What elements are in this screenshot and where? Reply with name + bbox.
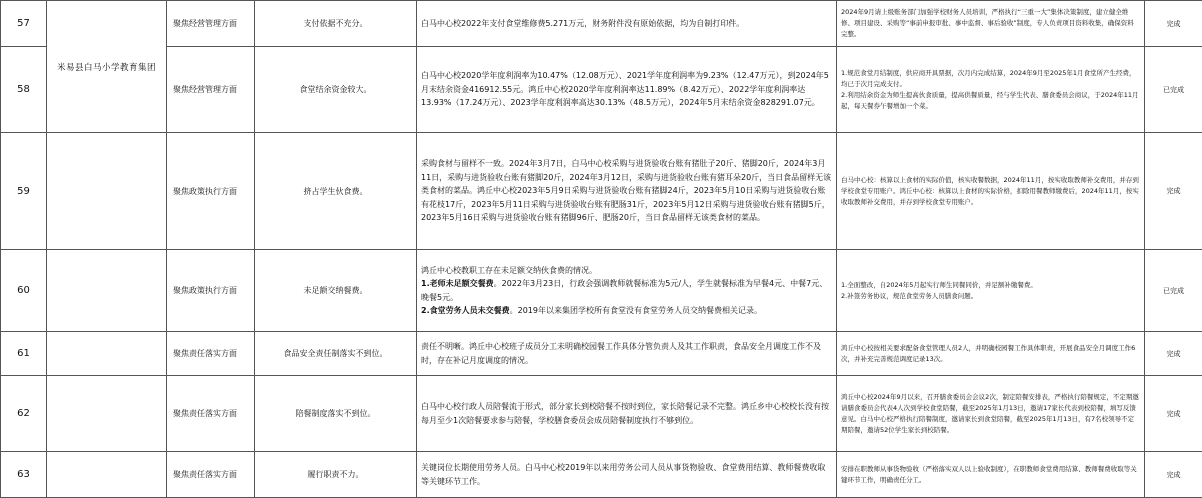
measure-cell <box>837 332 1145 376</box>
problem-cell: 陪餐制度落实不到位。 <box>255 376 417 452</box>
organization-cell-empty <box>47 133 167 250</box>
status-cell: 完成 <box>1145 452 1202 498</box>
problem-cell: 食堂结余资金较大。 <box>255 47 417 133</box>
description-cell <box>417 133 837 250</box>
description-cell <box>417 376 837 452</box>
description-cell <box>417 250 837 332</box>
status-cell: 已完成 <box>1145 250 1202 332</box>
category-cell: 聚焦政策执行方面 <box>167 133 255 250</box>
category-cell: 聚焦经营管理方面 <box>167 1 255 47</box>
status-cell: 完成 <box>1145 376 1202 452</box>
problem-cell: 挤占学生伙食费。 <box>255 133 417 250</box>
row-number: 63 <box>1 452 47 498</box>
table-row <box>1 332 1202 376</box>
problem-cell: 履行职责不力。 <box>255 452 417 498</box>
description-paragraph: 关键岗位长期使用劳务人员。白马中心校2019年以来用劳务公司人员从事货物验收、食堂费用结算、教师餐费收取等关键环节工作。 <box>421 461 832 488</box>
description-paragraph: 鸿丘中心校教职工存在未足额交纳伙食费的情况。 <box>421 264 832 278</box>
measure-paragraph: 鸿丘中心校2024年9月以来，召开膳食委员会会议2次，制定陪餐安排表，严格执行陪餐规定，不定期邀请膳食委员会代表4人次到学校食堂陪餐，截至2025年1月13日，邀请17家长代表到校陪餐，填写反馈意见。白马中心校严格执行陪餐制度，邀请家长到食堂陪餐，截至2025年1月13日，有7名校领导不定期陪餐，邀请52位学生家长到校陪餐。 <box>841 392 1140 436</box>
description-paragraph: 责任不明晰。鸿丘中心校班子成员分工未明确校园餐工作具体分管负责人及其工作职责，食品安全月调度工作不及时，存在补记月度调度的情况。 <box>421 340 832 367</box>
measure-cell <box>837 133 1145 250</box>
category-cell: 聚焦责任落实方面 <box>167 332 255 376</box>
table-row <box>1 452 1202 498</box>
measure-paragraph: 2024年9月请上级账务部门加强学校财务人员培训，严格执行“三重一大”集体决策制度，建立健全维修、项目建设、采购等“事前申报审批、事中监督、事后验收”制度，专人负责项目资料收集，确保资料完整。 <box>841 7 1140 40</box>
measure-paragraph: 2.补签劳务协议，规范食堂劳务人员膳食问题。 <box>841 291 1140 302</box>
category-cell: 聚焦责任落实方面 <box>167 452 255 498</box>
description-paragraph: 白马中心校2020学年度利润率为10.47%（12.08万元）、2021学年度利润率为9.23%（12.47万元），到2024年5月末结余资金416912.55元。鸿丘中心校2020学年度利润率达11.89%（8.42万元）、2022学年度利润率达13.93%（17.24万元）、2023学年度利润率高达30.13%（48.5万元），2024年5月末结余资金828291.07元。 <box>421 69 832 110</box>
table-row <box>1 133 1202 250</box>
measure-paragraph: 白马中心校：核算以上食材的实际价值，核实收餐数据，2024年11月，按实收取教师补交费用，并存到学校食堂专用账户。鸿丘中心校：核算以上食材的实际价格，扣除用餐教师缴费后，2024年11月，按实收取教师补交费用，并存到学校食堂专用账户。 <box>841 175 1140 208</box>
description-paragraph: 2.食堂劳务人员未交餐费。2019年以来集团学校所有食堂没有食堂劳务人员交纳餐费相关记录。 <box>421 304 832 318</box>
problem-cell: 支付依据不充分。 <box>255 1 417 47</box>
organization-cell-empty <box>47 376 167 452</box>
organization-cell-empty <box>47 250 167 332</box>
row-number: 60 <box>1 250 47 332</box>
organization-cell-empty <box>47 332 167 376</box>
measure-cell <box>837 47 1145 133</box>
problem-cell: 食品安全责任制落实不到位。 <box>255 332 417 376</box>
row-number: 59 <box>1 133 47 250</box>
measure-paragraph: 2.利用结余资金为师生提高伙食质量，提高供餐质量，经与学生代表、膳食委员会商议，于2024年11月起，每天餐券午餐增加一个菜。 <box>841 90 1140 112</box>
status-cell: 已完成 <box>1145 47 1202 133</box>
status-cell: 完成 <box>1145 1 1202 47</box>
status-cell: 完成 <box>1145 133 1202 250</box>
description-cell <box>417 47 837 133</box>
table-row <box>1 1 1202 47</box>
row-number: 58 <box>1 47 47 133</box>
row-number: 62 <box>1 376 47 452</box>
description-paragraph: 白马中心校2022年支付食堂维修费5.271万元，财务附件没有原始依据，均为自制打印件。 <box>421 17 832 31</box>
measure-paragraph: 安排在职教师从事货物验收（严格落实双人以上验收制度），在职教师食堂费用结算、教师餐费收取等关键环节工作，明确责任分工。 <box>841 464 1140 486</box>
description-paragraph: 采购食材与留样不一致。2024年3月7日，白马中心校采购与进货验收台账有猪肚子20斤、猪脚20斤，2024年3月11日，采购与进货验收台账有猪脚20斤，2024年3月12日，采购与进货验收台账有猪耳朵20斤，当日食品留样无该类食材的菜品。鸿丘中心校2023年5月9日采购与进货验收台账有猪脚24斤，2023年5月10日采购与进货验收台账有花枝17斤，2023年5月11日采购与进货验收台账有肥肠31斤，2023年5月12日采购与进货验收台账有猪脚5斤，2023年5月16日采购与进货验收台账有猪脚96斤、肥肠20斤，当日食品留样无该类食材的菜品。 <box>421 157 832 225</box>
table-row <box>1 47 1202 133</box>
description-cell <box>417 452 837 498</box>
status-cell: 完成 <box>1145 332 1202 376</box>
category-cell: 聚焦责任落实方面 <box>167 376 255 452</box>
table-row <box>1 376 1202 452</box>
row-number: 57 <box>1 1 47 47</box>
measure-cell <box>837 1 1145 47</box>
category-cell: 聚焦经营管理方面 <box>167 47 255 133</box>
description-cell <box>417 332 837 376</box>
organization-cell: 米易县白马小学教育集团 <box>47 1 167 133</box>
measure-cell <box>837 250 1145 332</box>
description-paragraph: 1.老师未足额交餐费。2022年3月23日，行政会强调教师就餐标准为5元/人，学生就餐标准为早餐4元、中餐7元、晚餐5元。 <box>421 277 832 304</box>
measure-paragraph: 1.规范食堂月结制度，供应商开具票据，次月内完成结算，2024年9月至2025年1月食堂所产生经费，均已于次月完成支付。 <box>841 68 1140 90</box>
measure-cell <box>837 376 1145 452</box>
description-paragraph: 白马中心校行政人员陪餐流于形式，部分家长到校陪餐不按时到位，家长陪餐记录不完整。鸿丘乡中心校校长没有按每月至少1次陪餐要求参与陪餐，学校膳食委员会成员陪餐制度执行不够到位。 <box>421 400 832 427</box>
measure-paragraph: 1.全面整改，自2024年5月起实行师生同餐同价，并足额补缴餐费。 <box>841 280 1140 291</box>
description-cell <box>417 1 837 47</box>
description-bold: 2.食堂劳务人员未交餐费 <box>421 306 510 315</box>
problem-cell: 未足额交纳餐费。 <box>255 250 417 332</box>
description-bold: 1.老师未足额交餐费 <box>421 279 494 288</box>
row-number: 61 <box>1 332 47 376</box>
category-cell: 聚焦政策执行方面 <box>167 250 255 332</box>
table-row <box>1 250 1202 332</box>
organization-cell-empty <box>47 452 167 498</box>
measure-paragraph: 鸿丘中心校按相关要求配备食堂管理人员2人，并明确校园餐工作具体职责，开展食品安全月调度工作6次，并补充完善规范调度记录13次。 <box>841 343 1140 365</box>
measure-cell <box>837 452 1145 498</box>
